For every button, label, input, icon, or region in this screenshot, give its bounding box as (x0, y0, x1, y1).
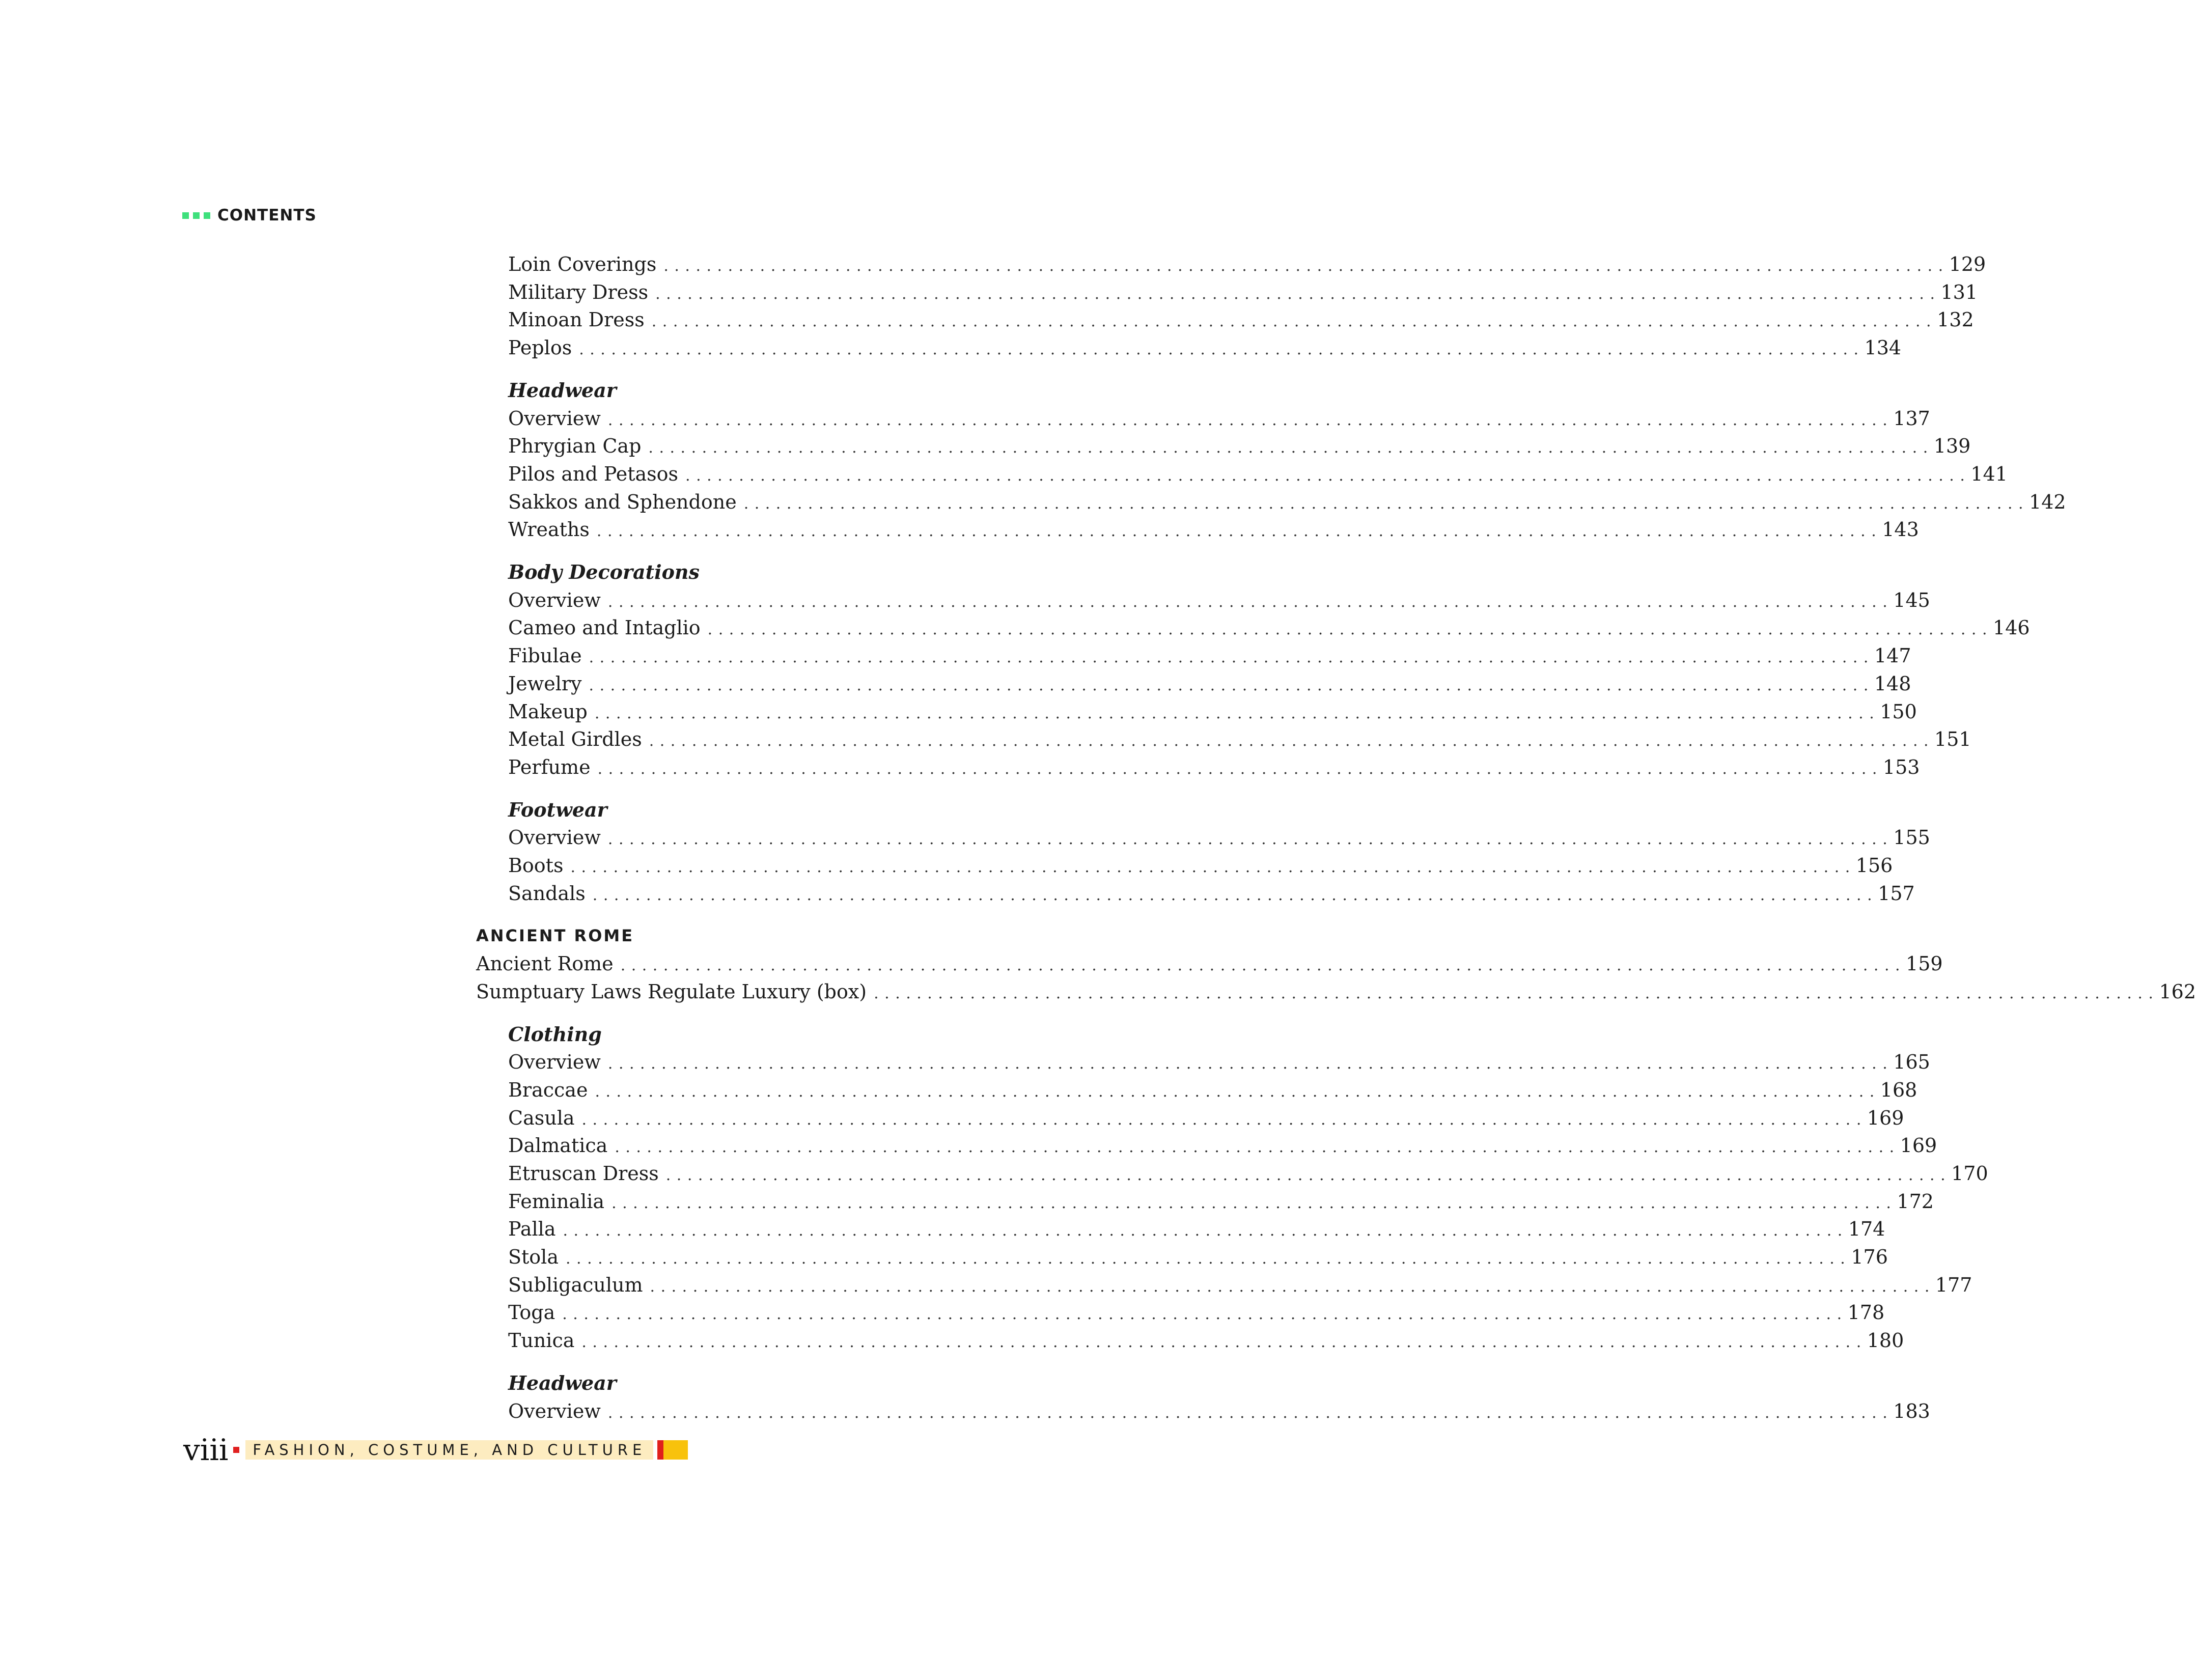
dot-leader: ........................................................................................................................ (589, 649, 1874, 666)
dot-leader: ........................................................................................................................ (663, 257, 1949, 275)
dot-leader: ........................................................................................................................ (596, 522, 1882, 540)
toc-entry (508, 1243, 1888, 1271)
toc-entry (508, 586, 1930, 614)
entry-page-number: 169 (1900, 1134, 1937, 1157)
entry-page-number: 142 (2029, 491, 2066, 513)
toc-entry (508, 1327, 1904, 1354)
toc-entry (508, 1299, 1885, 1326)
toc-entry (508, 250, 1986, 278)
entry-title: Loin Coverings (508, 253, 657, 275)
toc-entry (508, 753, 1920, 781)
entry-title: Fibulae (508, 645, 582, 667)
dot-leader: ........................................................................................................................ (581, 1111, 1867, 1129)
toc-entry (508, 306, 1974, 333)
dot-leader: ........................................................................................................................ (570, 858, 1856, 876)
dot-leader: ........................................................................................................................ (607, 593, 1894, 611)
entry-page-number: 151 (1934, 728, 1971, 750)
toc-category-heading: Clothing (508, 1023, 602, 1046)
page-footer (183, 1430, 688, 1470)
entry-page-number: 153 (1882, 756, 1920, 778)
entry-page-number: 139 (1933, 435, 1971, 457)
entry-title: Casula (508, 1107, 575, 1129)
toc-entry (508, 824, 1930, 851)
toc-entry (508, 670, 1911, 697)
entry-page-number: 170 (1951, 1162, 1988, 1185)
entry-title: Overview (508, 826, 601, 849)
entry-page-number: 155 (1893, 826, 1930, 849)
toc-category-heading: Body Decorations (508, 561, 700, 583)
dot-leader: ........................................................................................................................ (648, 439, 1934, 457)
dot-leader: ........................................................................................................................ (611, 1194, 1897, 1212)
dot-leader: ........................................................................................................................ (566, 1250, 1851, 1268)
entry-title: Boots (508, 854, 564, 877)
dot-leader: ........................................................................................................................ (579, 341, 1865, 358)
entry-title: Subligaculum (508, 1274, 643, 1296)
entry-page-number: 141 (1970, 463, 2008, 485)
book-title: FASHION, COSTUME, AND CULTURE (253, 1441, 647, 1459)
entry-page-number: 157 (1878, 882, 1915, 905)
entry-title: Overview (508, 407, 601, 430)
entry-title: Jewelry (508, 673, 582, 695)
dot-leader: ........................................................................................................................ (562, 1305, 1848, 1323)
entry-title: Overview (508, 1051, 601, 1073)
entry-page-number: 129 (1949, 253, 1986, 275)
entry-page-number: 172 (1897, 1190, 1934, 1213)
entry-title: Military Dress (508, 281, 649, 303)
toc-entry (476, 950, 1943, 977)
dot-leader: ........................................................................................................................ (607, 1055, 1894, 1073)
toc-entry (508, 614, 2030, 641)
dot-leader: ........................................................................................................................ (649, 732, 1935, 750)
entry-page-number: 143 (1882, 518, 1919, 541)
entry-title: Minoan Dress (508, 309, 645, 331)
dot-leader: ........................................................................................................................ (589, 677, 1874, 694)
toc-entry (508, 516, 1919, 543)
dot-leader: ........................................................................................................................ (607, 830, 1894, 848)
dot-leader: ........................................................................................................................ (665, 1166, 1952, 1184)
dot-leader: ........................................................................................................................ (651, 313, 1937, 330)
yellow-block-icon (663, 1440, 688, 1460)
entry-title: Sandals (508, 882, 586, 905)
entry-page-number: 150 (1880, 701, 1917, 723)
entry-title: Palla (508, 1218, 556, 1240)
entry-title: Phrygian Cap (508, 435, 642, 457)
toc-category-heading: Headwear (508, 379, 617, 402)
dot-leader: ........................................................................................................................ (607, 411, 1894, 429)
entry-page-number: 168 (1880, 1079, 1917, 1101)
entry-title: Pilos and Petasos (508, 463, 679, 485)
dot-leader: ........................................................................................................................ (615, 1138, 1900, 1156)
dot-leader: ........................................................................................................................ (607, 1404, 1894, 1422)
entry-title: Stola (508, 1246, 559, 1268)
entry-title: Sumptuary Laws Regulate Luxury (box) (476, 981, 867, 1003)
entry-page-number: 146 (1993, 617, 2030, 639)
entry-title: Overview (508, 1400, 601, 1422)
entry-page-number: 137 (1893, 407, 1930, 430)
dot-leader: ........................................................................................................................ (594, 705, 1880, 722)
dot-leader: ........................................................................................................................ (592, 886, 1878, 904)
toc-entry (508, 405, 1930, 432)
entry-page-number: 177 (1935, 1274, 1972, 1296)
dot-leader: ........................................................................................................................ (650, 1278, 1935, 1296)
entry-title: Braccae (508, 1079, 588, 1101)
toc-entry (508, 880, 1915, 907)
dot-leader: ........................................................................................................................ (581, 1333, 1867, 1351)
toc-entry (508, 460, 2008, 488)
entry-title: Wreaths (508, 518, 590, 541)
toc-section-heading: ANCIENT ROME (476, 926, 634, 945)
toc-entry (508, 1271, 1972, 1299)
entry-page-number: 165 (1893, 1051, 1930, 1073)
dot-leader: ........................................................................................................................ (595, 1083, 1880, 1101)
dot-leader: ........................................................................................................................ (707, 621, 1993, 638)
entry-page-number: 176 (1851, 1246, 1888, 1268)
toc-entry (508, 1132, 1937, 1159)
toc-entry (508, 1215, 1885, 1243)
toc-entry (508, 1397, 1930, 1425)
entry-title: Makeup (508, 701, 588, 723)
entry-page-number: 148 (1874, 673, 1911, 695)
toc-entry (508, 432, 1971, 460)
toc-entry (476, 978, 2196, 1005)
toc-entry (508, 1160, 1988, 1187)
entry-page-number: 131 (1940, 281, 1978, 303)
entry-title: Metal Girdles (508, 728, 642, 750)
dot-leader: ........................................................................................................................ (874, 985, 2159, 1002)
toc-entry (508, 488, 2066, 516)
entry-page-number: 134 (1864, 337, 1902, 359)
entry-title: Perfume (508, 756, 591, 778)
book-title-band (245, 1440, 653, 1460)
entry-page-number: 156 (1855, 854, 1893, 877)
toc-entry (508, 642, 1911, 669)
entry-page-number: 162 (2159, 981, 2196, 1003)
entry-title: Ancient Rome (476, 953, 614, 975)
entry-title: Feminalia (508, 1190, 605, 1213)
dot-leader: ........................................................................................................................ (655, 285, 1941, 303)
dot-leader: ........................................................................................................................ (743, 495, 2030, 513)
entry-title: Overview (508, 589, 601, 611)
entry-page-number: 180 (1867, 1329, 1904, 1352)
dot-leader: ........................................................................................................................ (597, 760, 1883, 778)
entry-page-number: 169 (1867, 1107, 1904, 1129)
entry-title: Toga (508, 1301, 555, 1324)
toc-entry (508, 1076, 1917, 1104)
toc-entry (508, 1188, 1934, 1215)
dot-leader: ........................................................................................................................ (620, 957, 1906, 974)
entry-page-number: 147 (1874, 645, 1911, 667)
entry-title: Peplos (508, 337, 572, 359)
entry-page-number: 174 (1848, 1218, 1885, 1240)
toc-entry (508, 852, 1893, 879)
toc-entry (508, 725, 1971, 753)
toc-entry (508, 278, 1978, 306)
page-number: viii (183, 1433, 229, 1467)
entry-title: Tunica (508, 1329, 575, 1352)
toc-entry (508, 698, 1917, 725)
dot-leader: ........................................................................................................................ (563, 1222, 1848, 1240)
entry-page-number: 145 (1893, 589, 1930, 611)
red-bar-icon (657, 1440, 663, 1460)
toc-entry (508, 1104, 1904, 1132)
entry-title: Dalmatica (508, 1134, 608, 1157)
entry-title: Sakkos and Sphendone (508, 491, 737, 513)
toc-entry (508, 334, 1902, 361)
dot-leader: ........................................................................................................................ (685, 467, 1971, 485)
toc-category-heading: Headwear (508, 1371, 617, 1394)
toc-category-heading: Footwear (508, 798, 607, 821)
entry-page-number: 159 (1906, 953, 1943, 975)
contents-label: CONTENTS (217, 206, 317, 225)
red-square-icon (233, 1447, 239, 1453)
entry-page-number: 178 (1847, 1301, 1885, 1324)
entry-title: Etruscan Dress (508, 1162, 659, 1185)
toc-entry (508, 1048, 1930, 1076)
entry-page-number: 183 (1893, 1400, 1930, 1422)
entry-title: Cameo and Intaglio (508, 617, 701, 639)
entry-page-number: 132 (1937, 309, 1974, 331)
